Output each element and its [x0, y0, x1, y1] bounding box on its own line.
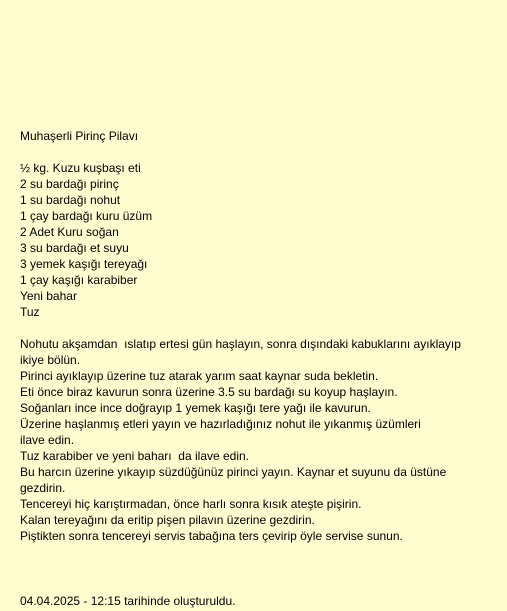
recipe-document — [20, 128, 490, 544]
instruction-line: Pirinci ayıklayıp üzerine tuz atarak yarım saat kaynar suda bekletin. — [20, 369, 379, 383]
ingredient-item: 2 su bardağı pirinç — [20, 177, 119, 191]
instruction-line: Piştikten sonra tencereyi servis tabağına ters çevirip öyle servise sunun. — [20, 529, 403, 543]
instruction-line: Tencereyi hiç karıştırmadan, önce harlı sonra kısık ateşte pişirin. — [20, 497, 362, 511]
instruction-line: gezdirin. — [20, 481, 66, 495]
recipe-title: Muhaşerli Pirinç Pilavı — [20, 129, 139, 143]
instruction-line: Tuz karabiber ve yeni baharı da ilave edin. — [20, 449, 250, 463]
instruction-line: Nohutu akşamdan ıslatıp ertesi gün haşlayın, sonra dışındaki kabuklarını ayıklayıp — [20, 337, 461, 351]
ingredient-item: 1 çay bardağı kuru üzüm — [20, 209, 153, 223]
instruction-line: Kalan tereyağını da eritip pişen pilavın üzerine gezdirin. — [20, 513, 315, 527]
ingredients-list — [20, 160, 490, 320]
instructions-block — [20, 336, 490, 544]
ingredient-item: ½ kg. Kuzu kuşbaşı eti — [20, 161, 141, 175]
ingredient-item: 1 çay kaşığı karabiber — [20, 273, 138, 287]
instruction-line: Soğanları ince ince doğrayıp 1 yemek kaşığı tere yağı ile kavurun. — [20, 401, 371, 415]
ingredient-item: Yeni bahar — [20, 289, 77, 303]
ingredient-item: Tuz — [20, 305, 40, 319]
instruction-line: Eti önce biraz kavurun sonra üzerine 3.5 su bardağı su koyup haşlayın. — [20, 385, 398, 399]
ingredient-item: 1 su bardağı nohut — [20, 193, 121, 207]
instruction-line: Üzerine haşlanmış etleri yayın ve hazırladığınız nohut ile yıkanmış üzümleri — [20, 417, 421, 431]
ingredient-item: 2 Adet Kuru soğan — [20, 225, 119, 239]
instruction-line: ilave edin. — [20, 433, 75, 447]
instruction-line: Bu harcın üzerine yıkayıp süzdüğünüz pirinci yayın. Kaynar et suyunu da üstüne — [20, 465, 447, 479]
ingredient-item: 3 yemek kaşığı tereyağı — [20, 257, 148, 271]
created-timestamp: 04.04.2025 - 12:15 tarihinde oluşturuldu. — [20, 594, 236, 608]
instruction-line: ikiye bölün. — [20, 353, 81, 367]
section-spacer — [20, 320, 490, 336]
ingredient-item: 3 su bardağı et suyu — [20, 241, 129, 255]
